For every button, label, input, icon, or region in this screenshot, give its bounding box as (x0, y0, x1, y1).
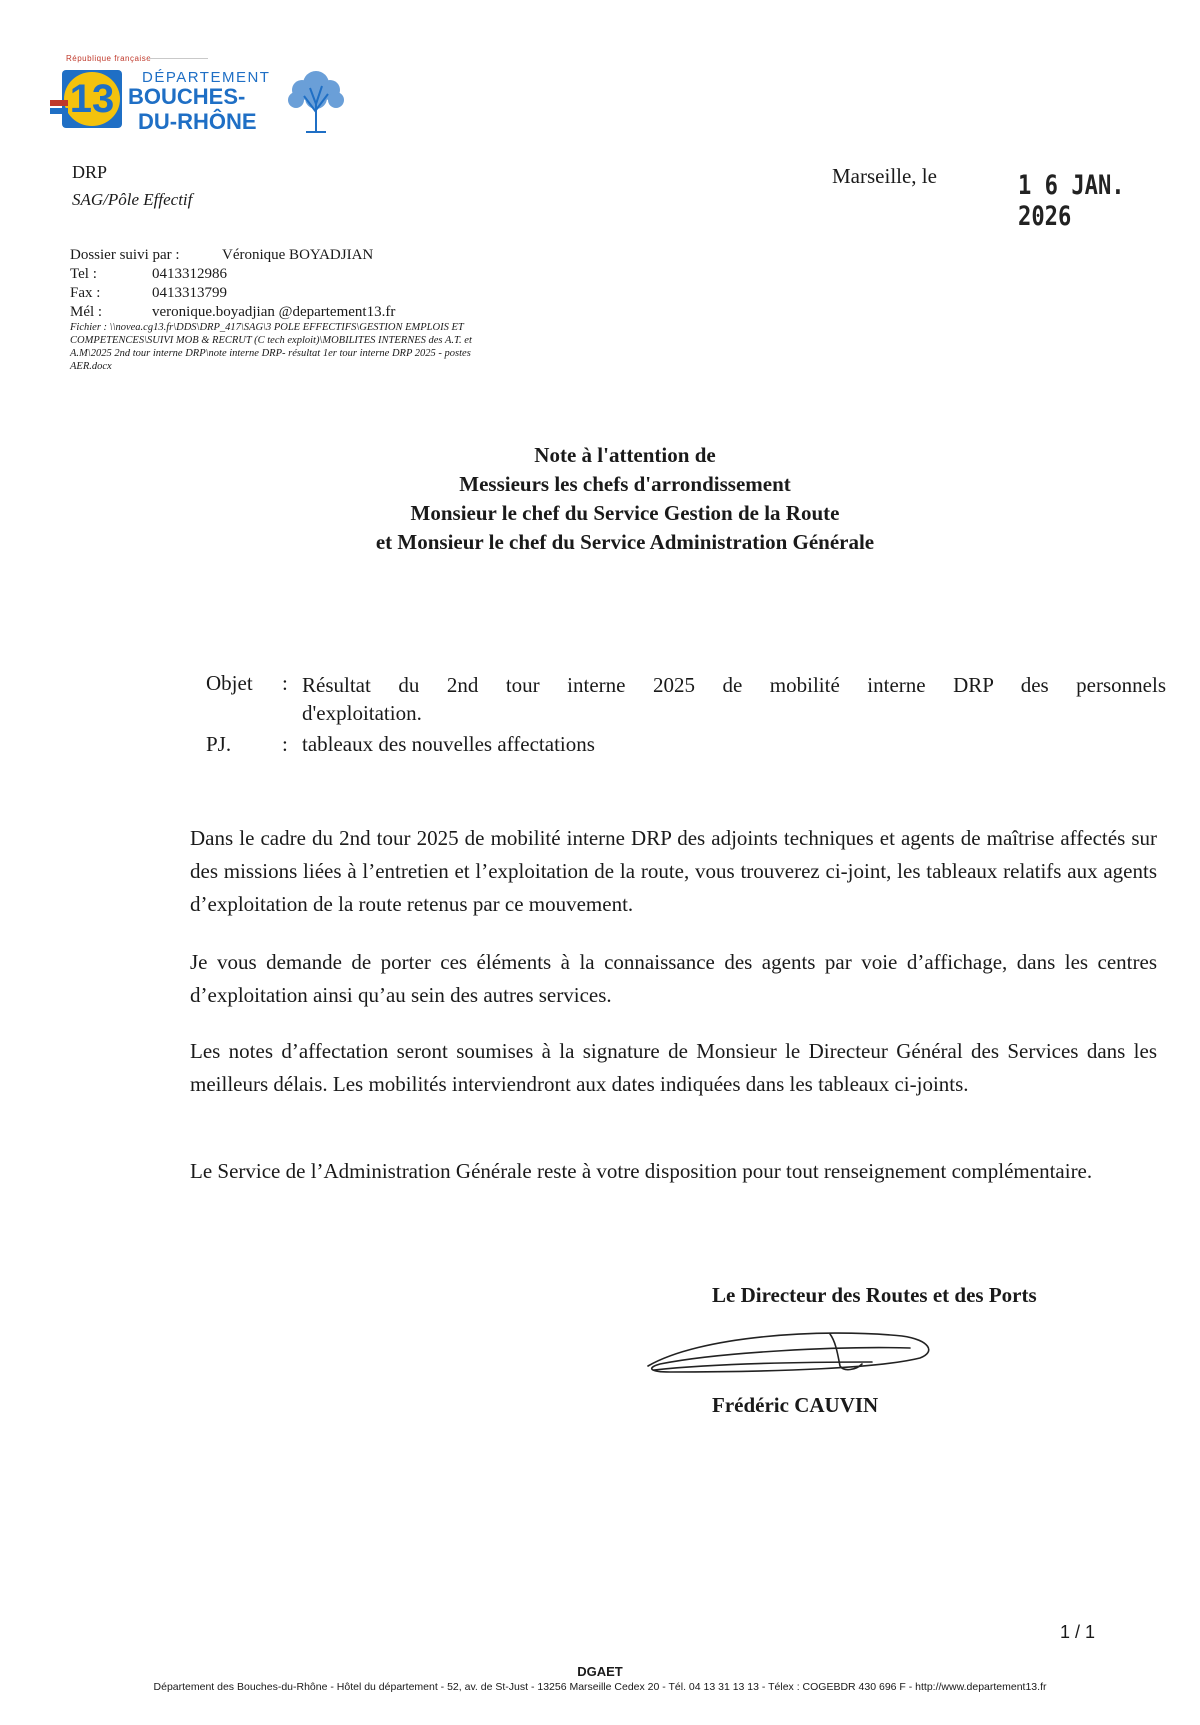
followed-label: Dossier suivi par : (70, 247, 180, 263)
attachment-label: PJ. (206, 732, 232, 756)
body-paragraph: Je vous demande de porter ces éléments à la connaissance des agents par voie d’affichage, dans les centres d’exploitation ainsi qu’au sein des autres services. (190, 950, 1157, 1007)
page-number: 1 / 1 (1060, 1622, 1096, 1642)
body-paragraph: Le Service de l’Administration Générale reste à votre disposition pour tout renseignement complémentaire. (190, 1159, 1093, 1183)
addressee-line: Note à l'attention de (534, 443, 716, 467)
department-number: 13 (64, 72, 120, 126)
contact-mail (70, 303, 395, 322)
contact-fax (70, 284, 227, 303)
tel-value: 0413312986 (152, 266, 227, 282)
body-paragraph: Les notes d’affectation seront soumises à la signature de Monsieur le Directeur Général des Services dans les meilleurs délais. Les mobilités interviendront aux dates indiquées dans les tableaux ci-joints. (190, 1039, 1157, 1096)
contact-followed (70, 246, 373, 265)
contact-tel (70, 265, 227, 284)
file-path: Fichier : \\novea.cg13.fr\DDS\DRP_417\SAG\3 POLE EFFECTIFS\GESTION EMPLOIS ET COMPETENCES\SUIVI MOB & RECRUT (C tech exploit)\MOBILITES INTERNES des A.T. et A.M\2025 2nd tour interne DRP\note interne DRP- résultat 1er tour interne DRP 2025 - postes AER.docx (70, 322, 472, 372)
signatory-name: Frédéric CAUVIN (712, 1393, 879, 1417)
object-label: Objet (206, 671, 253, 695)
logo-stripe-blue (50, 108, 68, 114)
tel-label: Tel : (70, 266, 97, 282)
footer-address: Département des Bouches-du-Rhône - Hôtel du département - 52, av. de St-Just - 13256 Marseille Cedex 20 - Tél. 04 13 31 13 13 - Télex : COGEBDR 430 696 F - http://www.departement13.fr (153, 1681, 1047, 1693)
fax-value: 0413313799 (152, 285, 227, 301)
attachment-colon: : (282, 732, 288, 756)
addressee-line: et Monsieur le chef du Service Administration Générale (375, 530, 875, 554)
logo-divider (148, 58, 208, 59)
addressee-line: Messieurs les chefs d'arrondissement (459, 472, 791, 496)
logo-stripe-red (50, 100, 68, 106)
followed-value: Véronique BOYADJIAN (222, 247, 374, 263)
object-colon: : (282, 671, 288, 695)
footer-org: DGAET (577, 1664, 623, 1679)
department-label: DÉPARTEMENT (142, 69, 271, 86)
mail-label: Mél : (70, 304, 103, 320)
fax-label: Fax : (70, 285, 101, 301)
body-paragraph: Dans le cadre du 2nd tour 2025 de mobilité interne DRP des adjoints techniques et agents de maîtrise affectés sur des missions liées à l’entretien et l’exploitation de la route, vous trouverez ci-joint, les tableaux relatifs aux agents d’exploitation de la route retenus par ce mouvement. (190, 826, 1157, 916)
addressee-block (0, 441, 1200, 557)
place-label: Marseille, le (832, 164, 937, 188)
handwritten-signature (640, 1322, 940, 1386)
department-name-line2: DU-RHÔNE (138, 109, 257, 134)
addressee-line: Monsieur le chef du Service Gestion de la Route (410, 501, 840, 525)
tree-icon (276, 66, 356, 136)
date-stamp: 1 6 JAN. 2026 (1018, 170, 1125, 232)
attachment-text: tableaux des nouvelles affectations (302, 732, 595, 756)
republic-label: République française (66, 54, 152, 63)
object-text-line1: Résultat du 2nd tour interne 2025 de mobilité interne DRP des personnels (302, 673, 1166, 697)
mail-value: veronique.boyadjian @departement13.fr (152, 304, 396, 320)
service-unit: SAG/Pôle Effectif (72, 190, 193, 209)
department-name-line1: BOUCHES- (128, 84, 246, 109)
object-text-line2: d'exploitation. (302, 701, 422, 725)
signatory-title: Le Directeur des Routes et des Ports (712, 1283, 1037, 1307)
service-code: DRP (72, 162, 108, 182)
